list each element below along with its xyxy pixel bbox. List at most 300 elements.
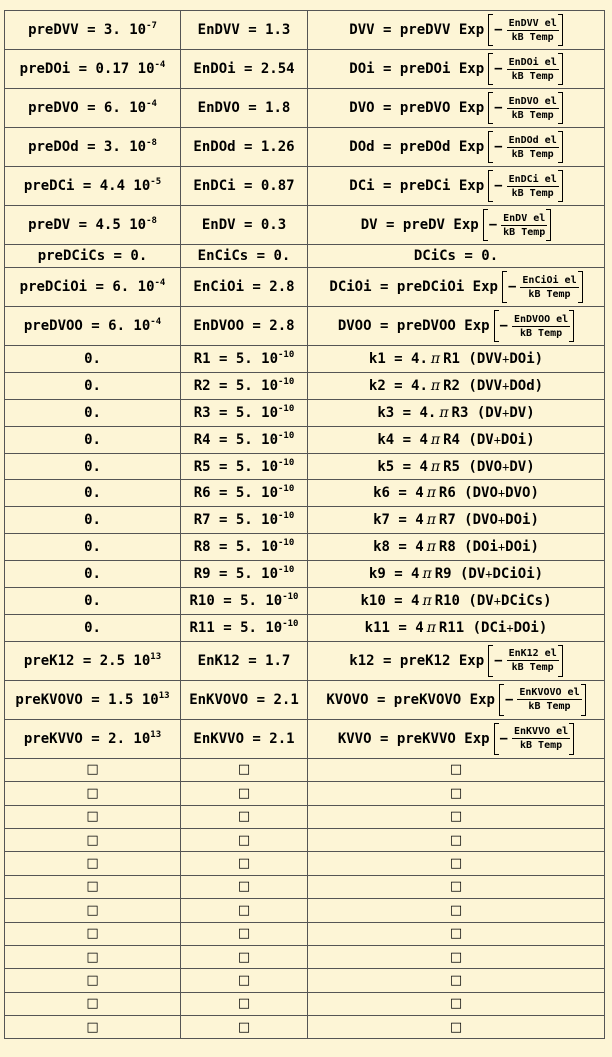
rate-term-a: DV bbox=[476, 431, 494, 448]
empty-cell-2[interactable] bbox=[181, 852, 308, 875]
fraction bbox=[512, 313, 570, 340]
table-row bbox=[5, 680, 605, 719]
plus-sign: + bbox=[485, 567, 493, 582]
empty-placeholder-icon: □ bbox=[237, 879, 251, 895]
empty-placeholder-icon: □ bbox=[237, 902, 251, 918]
minus-sign: − bbox=[499, 318, 508, 334]
exp-expression bbox=[361, 209, 552, 241]
value-cell[interactable] bbox=[5, 561, 181, 588]
empty-row bbox=[5, 875, 605, 898]
rate-equation-cell[interactable]: k10 = 4 π R10 (DV+DCiCs) bbox=[308, 588, 605, 615]
empty-cell-1[interactable] bbox=[5, 1016, 181, 1039]
exp-expression bbox=[349, 170, 562, 202]
empty-placeholder-icon: □ bbox=[237, 949, 251, 965]
empty-row bbox=[5, 945, 605, 968]
fraction-denominator: kB Temp bbox=[511, 148, 554, 160]
plus-sign: + bbox=[497, 540, 506, 555]
value-cell[interactable] bbox=[5, 399, 181, 426]
exp-expression bbox=[349, 131, 562, 163]
fraction-numerator: EnKVVO el bbox=[513, 726, 569, 738]
energy-text: EnKVOVO = 2.1 bbox=[189, 691, 299, 708]
energy-cell[interactable] bbox=[181, 245, 308, 268]
rate-term-b: DCiCs bbox=[500, 592, 544, 609]
radius-exponent: -10 bbox=[278, 565, 295, 576]
empty-cell-3[interactable] bbox=[308, 992, 605, 1015]
table-row bbox=[5, 167, 605, 206]
empty-row bbox=[5, 758, 605, 781]
value-text: 0. bbox=[84, 404, 101, 421]
rate-equation-cell[interactable]: k4 = 4 π R4 (DV+DOi) bbox=[308, 426, 605, 453]
empty-cell-3[interactable] bbox=[308, 899, 605, 922]
fraction-denominator: kB Temp bbox=[528, 288, 571, 300]
exp-bracket bbox=[488, 131, 563, 163]
exp-bracket bbox=[488, 645, 563, 677]
rate-lhs: k7 = 4 bbox=[373, 512, 424, 529]
plus-sign: + bbox=[497, 486, 506, 501]
plus-sign: + bbox=[497, 513, 506, 528]
rate-radius: R7 bbox=[438, 512, 456, 529]
equation-cell[interactable] bbox=[308, 641, 605, 680]
empty-cell-2[interactable] bbox=[181, 875, 308, 898]
empty-cell-2[interactable] bbox=[181, 828, 308, 851]
value-text: 0. bbox=[84, 350, 101, 367]
rate-radius: R10 bbox=[434, 592, 460, 609]
empty-placeholder-icon: □ bbox=[449, 1019, 463, 1035]
value-text: 0. bbox=[84, 431, 101, 448]
empty-row bbox=[5, 805, 605, 828]
value-cell[interactable] bbox=[5, 534, 181, 561]
empty-cell-2[interactable] bbox=[181, 899, 308, 922]
empty-placeholder-icon: □ bbox=[237, 973, 251, 988]
equation-lhs: DCiOi = preDCiOi Exp bbox=[329, 279, 498, 295]
plus-sign: + bbox=[502, 351, 510, 366]
empty-cell-1[interactable] bbox=[5, 992, 181, 1015]
radius-exponent: -10 bbox=[278, 430, 295, 441]
minus-sign: − bbox=[494, 22, 503, 38]
fraction-numerator: EnK12 el bbox=[508, 648, 557, 660]
empty-placeholder-icon: □ bbox=[86, 856, 99, 872]
empty-row bbox=[5, 992, 605, 1015]
prefactor-text: preKVVO = 2. 10 bbox=[23, 730, 151, 747]
table-row bbox=[5, 426, 605, 453]
rate-radius: R9 bbox=[434, 566, 452, 583]
radius-exponent: -10 bbox=[278, 511, 295, 522]
empty-cell-3[interactable] bbox=[308, 782, 605, 805]
rate-equation-cell[interactable]: k9 = 4 π R9 (DV+DCiOi) bbox=[308, 561, 605, 588]
radius-cell[interactable] bbox=[181, 507, 308, 534]
empty-cell-3[interactable] bbox=[308, 758, 605, 781]
rate-equation-cell[interactable]: k2 = 4. π R2 (DVV+DOd) bbox=[308, 372, 605, 399]
fraction-numerator: EnDOi el bbox=[508, 56, 557, 68]
fraction-denominator: kB Temp bbox=[520, 740, 563, 752]
empty-placeholder-icon: □ bbox=[449, 926, 463, 942]
prefactor-exponent: 13 bbox=[150, 729, 162, 740]
empty-cell-1[interactable] bbox=[5, 969, 181, 992]
value-text: 0. bbox=[84, 619, 101, 636]
fraction-denominator: kB Temp bbox=[528, 701, 571, 713]
fraction bbox=[507, 173, 559, 200]
energy-text: EnDVOO = 2.8 bbox=[193, 318, 295, 334]
energy-cell[interactable] bbox=[181, 307, 308, 346]
prefactor-exponent: -5 bbox=[150, 177, 162, 187]
radius-text: R3 = 5. 10 bbox=[193, 404, 279, 421]
rate-term-a: DVO bbox=[472, 512, 498, 529]
rate-lhs: k10 = 4 bbox=[360, 592, 420, 609]
fraction bbox=[517, 686, 581, 713]
empty-placeholder-icon: □ bbox=[86, 1019, 99, 1035]
energy-cell[interactable] bbox=[181, 641, 308, 680]
empty-placeholder-icon: □ bbox=[86, 762, 99, 778]
exp-bracket bbox=[488, 14, 563, 46]
value-text: 0. bbox=[84, 592, 101, 609]
empty-placeholder-icon: □ bbox=[237, 762, 251, 778]
equation-cell[interactable] bbox=[308, 206, 605, 245]
value-text: 0. bbox=[84, 539, 101, 556]
rate-equation-cell[interactable]: k5 = 4 π R5 (DVO+DV) bbox=[308, 453, 605, 480]
pi-symbol: π bbox=[426, 512, 436, 529]
rate-term-b: DCiOi bbox=[492, 566, 535, 583]
rate-term-a: DOi bbox=[472, 539, 498, 556]
equation-cell[interactable] bbox=[308, 128, 605, 167]
minus-sign: − bbox=[499, 730, 508, 747]
fraction-denominator: kB Temp bbox=[511, 109, 554, 121]
radius-cell[interactable] bbox=[181, 399, 308, 426]
empty-cell-1[interactable] bbox=[5, 945, 181, 968]
parameter-grid bbox=[4, 10, 605, 1039]
value-cell[interactable] bbox=[5, 372, 181, 399]
rate-radius: R11 bbox=[438, 619, 465, 636]
pi-symbol: π bbox=[430, 377, 441, 394]
empty-cell-1[interactable] bbox=[5, 758, 181, 781]
empty-cell-1[interactable] bbox=[5, 805, 181, 828]
energy-text: EnCiCs = 0. bbox=[197, 248, 291, 264]
energy-text: EnDVV = 1.3 bbox=[197, 22, 291, 38]
prefactor-cell[interactable] bbox=[5, 719, 181, 758]
equation-cell[interactable] bbox=[308, 50, 605, 89]
prefactor-cell[interactable] bbox=[5, 11, 181, 50]
empty-placeholder-icon: □ bbox=[237, 1019, 251, 1035]
radius-exponent: -10 bbox=[282, 618, 299, 629]
exp-expression bbox=[349, 92, 562, 124]
radius-cell[interactable] bbox=[181, 588, 308, 615]
exp-expression bbox=[338, 723, 574, 755]
empty-cell-2[interactable] bbox=[181, 969, 308, 992]
minus-sign: − bbox=[504, 691, 514, 708]
equation-lhs: KVVO = preKVVO Exp bbox=[337, 730, 490, 747]
value-cell[interactable] bbox=[5, 453, 181, 480]
rate-radius: R1 bbox=[443, 350, 460, 367]
minus-sign: − bbox=[507, 279, 517, 295]
prefactor-exponent: -4 bbox=[154, 278, 166, 288]
minus-sign: − bbox=[494, 178, 503, 194]
rate-lhs: k1 = 4. bbox=[368, 350, 428, 367]
prefactor-text: preDV = 4.5 10 bbox=[28, 217, 147, 233]
empty-cell-1[interactable] bbox=[5, 899, 181, 922]
empty-placeholder-icon: □ bbox=[237, 785, 251, 801]
radius-text: R2 = 5. 10 bbox=[193, 377, 279, 394]
empty-placeholder-icon: □ bbox=[86, 949, 99, 965]
energy-cell[interactable] bbox=[181, 11, 308, 50]
equation-lhs: DVV = preDVV Exp bbox=[349, 22, 485, 38]
empty-cell-2[interactable] bbox=[181, 1016, 308, 1039]
empty-row bbox=[5, 828, 605, 851]
rate-term-a: DCi bbox=[481, 619, 507, 636]
fraction-denominator: kB Temp bbox=[511, 31, 554, 43]
prefactor-cell[interactable] bbox=[5, 206, 181, 245]
value-text: 0. bbox=[84, 485, 101, 502]
empty-cell-2[interactable] bbox=[181, 945, 308, 968]
rate-radius: R3 bbox=[451, 404, 469, 421]
empty-cell-3[interactable] bbox=[308, 805, 605, 828]
rate-radius: R5 bbox=[443, 458, 460, 475]
fraction bbox=[507, 95, 559, 122]
empty-placeholder-icon: □ bbox=[449, 949, 463, 965]
rate-equation-cell[interactable]: k6 = 4 π R6 (DVO+DVO) bbox=[308, 480, 605, 507]
table-row bbox=[5, 614, 605, 641]
rate-term-a: DVV bbox=[476, 350, 503, 367]
energy-cell[interactable] bbox=[181, 89, 308, 128]
equation-cell[interactable] bbox=[308, 11, 605, 50]
grid-body bbox=[5, 11, 605, 1039]
table-row bbox=[5, 641, 605, 680]
energy-cell[interactable] bbox=[181, 206, 308, 245]
value-cell[interactable] bbox=[5, 507, 181, 534]
prefactor-cell[interactable] bbox=[5, 89, 181, 128]
empty-row bbox=[5, 899, 605, 922]
value-cell[interactable] bbox=[5, 426, 181, 453]
equation-lhs: DVO = preDVO Exp bbox=[349, 100, 485, 116]
pi-symbol: π bbox=[439, 404, 449, 421]
plus-sign: + bbox=[506, 620, 514, 635]
energy-cell[interactable] bbox=[181, 680, 308, 719]
empty-cell-3[interactable] bbox=[308, 852, 605, 875]
rate-lhs: k11 = 4 bbox=[364, 619, 424, 636]
exp-expression bbox=[349, 645, 562, 677]
empty-placeholder-icon: □ bbox=[86, 973, 99, 988]
prefactor-text: preDCi = 4.4 10 bbox=[23, 178, 151, 194]
pi-symbol: π bbox=[426, 539, 436, 556]
exp-bracket bbox=[494, 310, 575, 342]
table-row bbox=[5, 11, 605, 50]
rate-equation-cell[interactable]: k1 = 4. π R1 (DVV+DOi) bbox=[308, 346, 605, 373]
radius-cell[interactable] bbox=[181, 480, 308, 507]
table-row bbox=[5, 399, 605, 426]
prefactor-exponent: 13 bbox=[158, 690, 170, 701]
empty-row bbox=[5, 852, 605, 875]
exp-bracket bbox=[499, 684, 586, 716]
equation-cell[interactable] bbox=[308, 680, 605, 719]
value-cell[interactable] bbox=[5, 614, 181, 641]
exp-bracket bbox=[488, 92, 563, 124]
empty-placeholder-icon: □ bbox=[449, 762, 463, 778]
pi-symbol: π bbox=[426, 619, 436, 636]
prefactor-cell[interactable] bbox=[5, 167, 181, 206]
rate-lhs: k3 = 4. bbox=[377, 404, 437, 421]
minus-sign: − bbox=[494, 100, 503, 116]
empty-placeholder-icon: □ bbox=[449, 902, 463, 918]
radius-cell[interactable] bbox=[181, 346, 308, 373]
empty-placeholder-icon: □ bbox=[449, 996, 463, 1012]
empty-cell-2[interactable] bbox=[181, 782, 308, 805]
value-cell[interactable] bbox=[5, 588, 181, 615]
empty-cell-1[interactable] bbox=[5, 922, 181, 945]
prefactor-exponent: -4 bbox=[150, 317, 162, 327]
energy-text: EnKVVO = 2.1 bbox=[193, 730, 295, 747]
exp-bracket bbox=[488, 53, 563, 85]
pi-symbol: π bbox=[430, 458, 441, 475]
prefactor-exponent: -8 bbox=[146, 216, 157, 226]
fraction bbox=[512, 725, 570, 752]
prefactor-exponent: -4 bbox=[154, 60, 166, 70]
radius-exponent: -10 bbox=[278, 538, 295, 549]
energy-cell[interactable] bbox=[181, 268, 308, 307]
prefactor-cell[interactable] bbox=[5, 245, 181, 268]
equation-lhs: DV = preDV Exp bbox=[360, 217, 479, 233]
radius-text: R4 = 5. 10 bbox=[193, 431, 279, 448]
radius-text: R1 = 5. 10 bbox=[193, 350, 279, 367]
empty-cell-2[interactable] bbox=[181, 758, 308, 781]
empty-cell-2[interactable] bbox=[181, 805, 308, 828]
empty-cell-1[interactable] bbox=[5, 875, 181, 898]
energy-cell[interactable] bbox=[181, 167, 308, 206]
fraction bbox=[507, 134, 559, 161]
prefactor-text: preDCiCs = 0. bbox=[37, 248, 148, 264]
prefactor-cell[interactable] bbox=[5, 307, 181, 346]
fraction-numerator: EnDVV el bbox=[508, 17, 557, 29]
table-row bbox=[5, 307, 605, 346]
rate-term-b: DVO bbox=[505, 485, 531, 502]
pi-symbol: π bbox=[422, 566, 432, 583]
empty-cell-3[interactable] bbox=[308, 828, 605, 851]
value-text: 0. bbox=[84, 512, 101, 529]
fraction bbox=[520, 274, 578, 301]
empty-placeholder-icon: □ bbox=[449, 832, 463, 848]
equation-lhs: KVOVO = preKVOVO Exp bbox=[326, 691, 495, 708]
radius-cell[interactable] bbox=[181, 534, 308, 561]
rate-term-a: DV bbox=[468, 566, 486, 583]
table-row bbox=[5, 245, 605, 268]
equation-cell[interactable] bbox=[308, 245, 605, 268]
equation-cell[interactable] bbox=[308, 307, 605, 346]
equation-cell[interactable] bbox=[308, 268, 605, 307]
fraction-denominator: kB Temp bbox=[511, 70, 554, 82]
table-row bbox=[5, 534, 605, 561]
fraction bbox=[507, 647, 559, 674]
equation-cell[interactable] bbox=[308, 89, 605, 128]
empty-placeholder-icon: □ bbox=[86, 996, 99, 1012]
rate-term-a: DV bbox=[485, 404, 503, 421]
equation-cell[interactable] bbox=[308, 719, 605, 758]
empty-cell-1[interactable] bbox=[5, 828, 181, 851]
radius-exponent: -10 bbox=[278, 376, 295, 387]
exp-bracket bbox=[502, 271, 583, 303]
exp-expression bbox=[326, 684, 585, 716]
equation-cell[interactable] bbox=[308, 167, 605, 206]
empty-placeholder-icon: □ bbox=[86, 832, 99, 848]
empty-row bbox=[5, 1016, 605, 1039]
exp-bracket bbox=[494, 723, 575, 755]
plus-sign: + bbox=[502, 378, 510, 393]
value-text: 0. bbox=[84, 458, 101, 475]
radius-cell[interactable] bbox=[181, 426, 308, 453]
empty-cell-2[interactable] bbox=[181, 922, 308, 945]
energy-cell[interactable] bbox=[181, 50, 308, 89]
rate-lhs: k4 = 4 bbox=[377, 431, 428, 448]
pi-symbol: π bbox=[422, 592, 432, 609]
value-cell[interactable] bbox=[5, 346, 181, 373]
rate-equation-cell[interactable]: k7 = 4 π R7 (DVO+DOi) bbox=[308, 507, 605, 534]
exp-expression bbox=[349, 53, 562, 85]
rate-radius: R2 bbox=[443, 377, 460, 394]
rate-term-b: DOd bbox=[509, 377, 535, 394]
empty-cell-3[interactable] bbox=[308, 945, 605, 968]
rate-lhs: k8 = 4 bbox=[373, 539, 424, 556]
prefactor-cell[interactable] bbox=[5, 680, 181, 719]
pi-symbol: π bbox=[426, 485, 436, 502]
empty-placeholder-icon: □ bbox=[237, 856, 251, 872]
prefactor-cell[interactable] bbox=[5, 268, 181, 307]
fraction-numerator: EnKVOVO el bbox=[519, 687, 580, 699]
energy-text: EnDV = 0.3 bbox=[201, 217, 287, 233]
prefactor-text: preDOd = 3. 10 bbox=[28, 139, 147, 155]
rate-equation-cell[interactable]: k3 = 4. π R3 (DV+DV) bbox=[308, 399, 605, 426]
energy-cell[interactable] bbox=[181, 128, 308, 167]
empty-cell-3[interactable] bbox=[308, 922, 605, 945]
prefactor-cell[interactable] bbox=[5, 641, 181, 680]
rate-equation-cell[interactable]: k8 = 4 π R8 (DOi+DOi) bbox=[308, 534, 605, 561]
fraction-denominator: kB Temp bbox=[511, 662, 554, 674]
radius-cell[interactable] bbox=[181, 614, 308, 641]
value-cell[interactable] bbox=[5, 480, 181, 507]
energy-cell[interactable] bbox=[181, 719, 308, 758]
minus-sign: − bbox=[494, 139, 503, 155]
empty-cell-1[interactable] bbox=[5, 852, 181, 875]
prefactor-exponent: -8 bbox=[146, 138, 157, 148]
plus-sign: + bbox=[493, 593, 501, 608]
fraction bbox=[507, 56, 559, 83]
prefactor-exponent: 13 bbox=[150, 651, 162, 662]
radius-cell[interactable] bbox=[181, 561, 308, 588]
table-row bbox=[5, 588, 605, 615]
table-row bbox=[5, 346, 605, 373]
plus-sign: + bbox=[502, 459, 510, 474]
table-row bbox=[5, 372, 605, 399]
radius-cell[interactable] bbox=[181, 453, 308, 480]
empty-cell-1[interactable] bbox=[5, 782, 181, 805]
radius-cell[interactable] bbox=[181, 372, 308, 399]
empty-cell-2[interactable] bbox=[181, 992, 308, 1015]
fraction-numerator: EnDCi el bbox=[508, 173, 557, 185]
empty-cell-3[interactable] bbox=[308, 875, 605, 898]
rate-radius: R4 bbox=[443, 431, 460, 448]
prefactor-text: preDVOO = 6. 10 bbox=[23, 318, 151, 334]
prefactor-cell[interactable] bbox=[5, 50, 181, 89]
empty-placeholder-icon: □ bbox=[449, 973, 463, 988]
rate-equation-cell[interactable]: k11 = 4 π R11 (DCi+DOi) bbox=[308, 614, 605, 641]
rate-term-b: DOi bbox=[505, 539, 531, 556]
empty-placeholder-icon: □ bbox=[86, 879, 99, 895]
prefactor-cell[interactable] bbox=[5, 128, 181, 167]
empty-cell-3[interactable] bbox=[308, 1016, 605, 1039]
value-text: 0. bbox=[84, 566, 101, 583]
empty-placeholder-icon: □ bbox=[237, 996, 251, 1012]
rate-term-b: DV bbox=[509, 458, 527, 475]
radius-exponent: -10 bbox=[282, 591, 299, 602]
rate-lhs: k2 = 4. bbox=[368, 377, 428, 394]
radius-text: R6 = 5. 10 bbox=[193, 485, 279, 502]
table-row bbox=[5, 507, 605, 534]
empty-cell-3[interactable] bbox=[308, 969, 605, 992]
